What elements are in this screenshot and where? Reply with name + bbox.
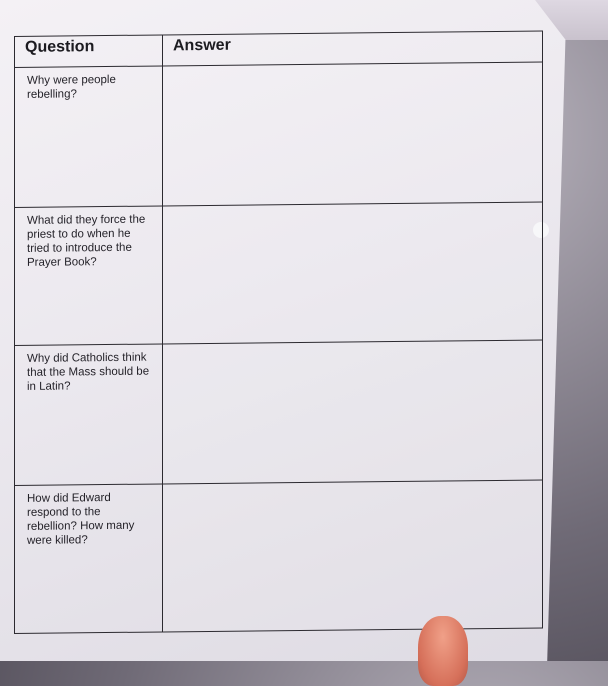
answer-cell[interactable] xyxy=(163,340,543,484)
question-answer-table xyxy=(14,30,543,634)
question-cell: Why did Catholics think that the Mass should be in Latin? xyxy=(15,344,163,486)
answer-cell[interactable] xyxy=(163,480,543,632)
table-row xyxy=(15,340,543,486)
table-row xyxy=(15,62,543,208)
worksheet-table-area xyxy=(14,30,542,631)
question-cell: How did Edward respond to the rebellion? How many were killed? xyxy=(15,484,163,634)
question-cell: Why were people rebelling? xyxy=(15,66,163,208)
table-row xyxy=(15,480,543,634)
question-cell: What did they force the priest to do when he tried to introduce the Prayer Book? xyxy=(15,206,163,346)
question-column-header: Question xyxy=(15,35,163,68)
table-row xyxy=(15,202,543,346)
answer-cell[interactable] xyxy=(163,62,543,206)
answer-cell[interactable] xyxy=(163,202,543,344)
finger-holding-paper xyxy=(418,616,468,686)
answer-column-header: Answer xyxy=(163,31,543,66)
